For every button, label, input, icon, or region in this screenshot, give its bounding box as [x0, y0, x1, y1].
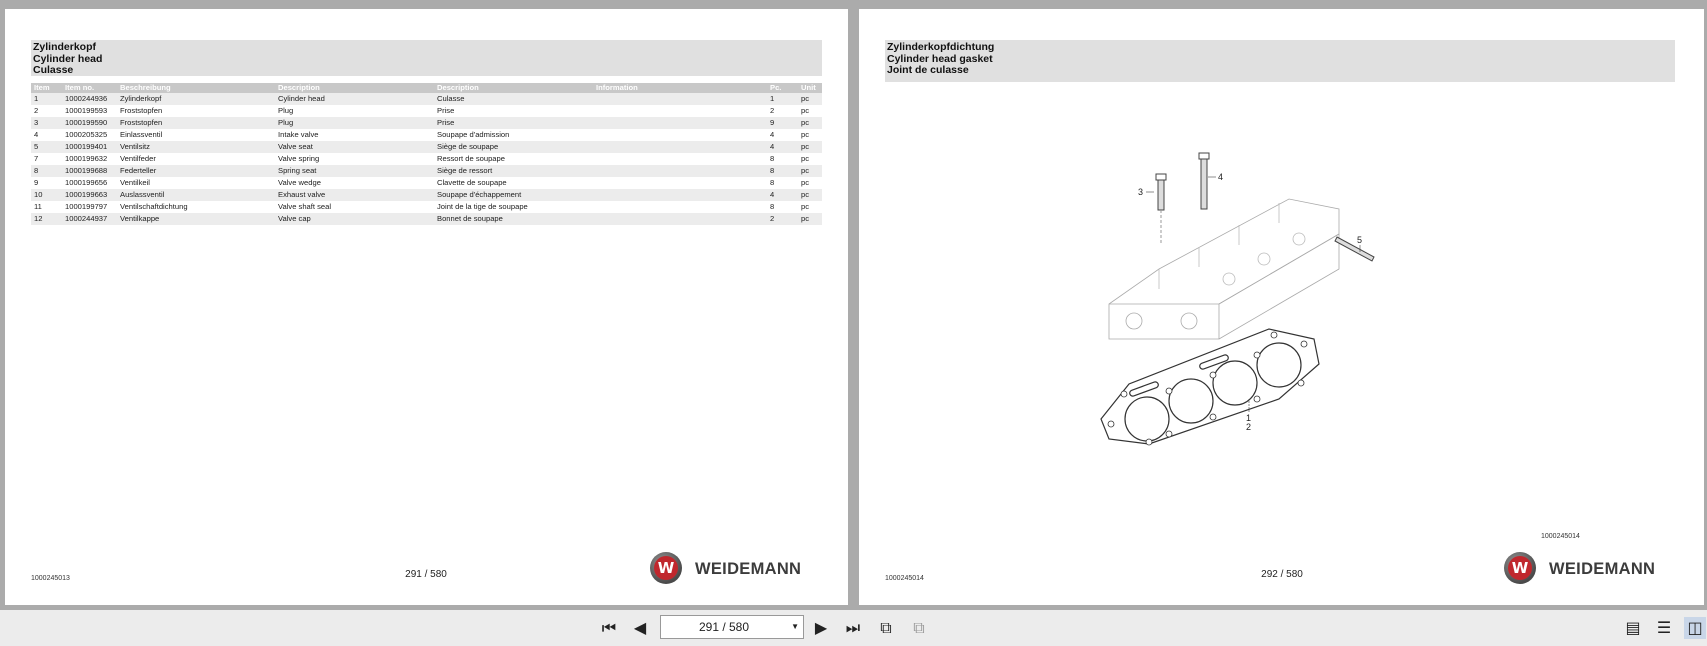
table-cell: Soupape d'admission: [437, 130, 510, 139]
table-cell: Ventilfeder: [120, 154, 156, 163]
table-cell: [593, 129, 767, 141]
weidemann-logo: [1496, 552, 1676, 588]
table-cell: Intake valve: [278, 130, 319, 139]
doc-id: 1000245014: [885, 575, 924, 582]
table-cell: 1000199593: [65, 106, 108, 115]
chevron-down-icon: ▼: [791, 622, 799, 631]
table-cell: [593, 141, 767, 153]
column-header: Unit: [798, 83, 822, 93]
table-cell: 1000205325: [65, 130, 108, 139]
table-cell: Auslassventil: [117, 189, 275, 201]
table-cell: 12: [31, 213, 62, 225]
table-cell: 1000199401: [62, 141, 117, 153]
table-cell: pc: [798, 117, 822, 129]
brand-name: WEIDEMANN: [695, 560, 802, 578]
table-row: [31, 141, 822, 153]
table-cell: 1000244937: [62, 213, 117, 225]
forward-view-icon[interactable]: ⧉: [913, 618, 925, 637]
column-header: Item no.: [62, 83, 117, 93]
table-row: [31, 177, 822, 189]
table-cell: [593, 213, 767, 225]
table-cell: Siège de ressort: [434, 165, 593, 177]
title-fr: Culasse: [33, 64, 74, 76]
title-de: Zylinderkopfdichtung: [887, 41, 995, 53]
column-header: Description: [275, 83, 434, 93]
column-header: Beschreibung: [117, 83, 275, 93]
table-cell: Prise: [437, 106, 455, 115]
table-cell: [593, 105, 767, 117]
table-cell: Einlassventil: [120, 130, 163, 139]
two-page-view-icon[interactable]: ◫: [1684, 617, 1706, 639]
table-cell: 5: [31, 141, 62, 153]
table-cell: Ventilkappe: [117, 213, 275, 225]
table-cell: [593, 93, 767, 105]
table-cell: 4: [767, 189, 798, 201]
title-de: Zylinderkopf: [33, 41, 97, 53]
table-cell: Culasse: [434, 93, 593, 105]
callout-5: 5: [1357, 235, 1363, 245]
left-page: [5, 9, 848, 605]
column-header: Item: [31, 83, 62, 93]
table-cell: Prise: [434, 117, 593, 129]
table-cell: 3: [31, 117, 62, 129]
table-cell: Soupape d'échappement: [434, 189, 593, 201]
single-page-view-icon[interactable]: ▤: [1625, 618, 1641, 637]
table-cell: 1000199688: [62, 165, 117, 177]
table-cell: 9: [34, 178, 39, 187]
table-cell: Ressort de soupape: [437, 154, 505, 163]
column-header: Information: [593, 83, 767, 93]
table-cell: pc: [798, 189, 822, 201]
table-cell: Ventilsitz: [117, 141, 275, 153]
table-cell: Spring seat: [275, 165, 434, 177]
drawing-id: 1000245014: [1541, 533, 1580, 540]
table-cell: Siège de soupape: [434, 141, 593, 153]
table-cell: 1: [31, 93, 62, 105]
table-cell: pc: [801, 202, 810, 211]
right-title-box: [885, 40, 1675, 82]
table-row: [31, 189, 822, 201]
column-header: Description: [434, 83, 593, 93]
table-row: [31, 153, 822, 165]
table-cell: pc: [801, 130, 810, 139]
callout-3: 3: [1138, 187, 1144, 197]
continuous-view-icon[interactable]: ☰: [1656, 618, 1672, 637]
table-cell: 1000199590: [62, 117, 117, 129]
table-row: [31, 165, 822, 177]
table-cell: pc: [801, 178, 810, 187]
table-cell: Bonnet de soupape: [434, 213, 593, 225]
table-cell: pc: [798, 141, 822, 153]
table-cell: [593, 189, 767, 201]
table-row: [31, 129, 822, 141]
table-cell: Clavette de soupape: [437, 178, 507, 187]
table-cell: Joint de la tige de soupape: [437, 202, 528, 211]
page-number: 292 / 580: [1261, 569, 1303, 580]
table-cell: Valve wedge: [278, 178, 321, 187]
table-cell: pc: [798, 165, 822, 177]
table-cell: 1000199797: [65, 202, 108, 211]
weidemann-logo: [642, 552, 822, 588]
table-cell: 4: [34, 130, 39, 139]
table-row: [31, 105, 822, 117]
table-cell: 1000244936: [62, 93, 117, 105]
weidemann-mark-icon: W: [650, 552, 682, 584]
table-cell: Plug: [278, 106, 294, 115]
doc-id: 1000245013: [31, 575, 70, 582]
table-cell: pc: [801, 106, 810, 115]
table-row: [31, 93, 822, 105]
table-cell: 8: [770, 154, 775, 163]
prev-page-icon[interactable]: ◀: [633, 618, 647, 637]
table-cell: Ventilkeil: [120, 178, 150, 187]
parts-table-body: [31, 93, 822, 225]
table-cell: 9: [767, 117, 798, 129]
table-cell: Cylinder head: [275, 93, 434, 105]
table-cell: 11: [34, 202, 42, 211]
table-cell: pc: [798, 93, 822, 105]
table-cell: [593, 117, 767, 129]
weidemann-mark-icon: W: [1504, 552, 1536, 584]
first-page-icon[interactable]: ⏮: [601, 618, 617, 637]
table-cell: pc: [798, 213, 822, 225]
table-cell: 7: [34, 154, 39, 163]
table-cell: Froststopfen: [120, 106, 163, 115]
callout-2: 2: [1246, 422, 1252, 432]
title-en: Cylinder head gasket: [887, 52, 993, 65]
table-cell: Valve spring: [278, 154, 320, 163]
back-view-icon[interactable]: ⧉: [880, 618, 892, 637]
table-cell: 2: [34, 106, 39, 115]
table-cell: Plug: [275, 117, 434, 129]
page-select-value: 291 / 580: [698, 620, 750, 634]
left-title-box: [31, 40, 822, 76]
table-cell: 2: [767, 213, 798, 225]
table-cell: 1: [767, 93, 798, 105]
table-cell: 2: [770, 106, 775, 115]
next-page-icon[interactable]: ▶: [814, 618, 828, 637]
table-cell: 10: [31, 189, 62, 201]
table-cell: 8: [767, 165, 798, 177]
table-cell: Exhaust valve: [275, 189, 434, 201]
parts-table-header: [31, 83, 822, 93]
table-cell: 1000199663: [62, 189, 117, 201]
table-row: [31, 117, 822, 129]
title-fr: Joint de culasse: [887, 64, 969, 76]
last-page-icon[interactable]: ⏭: [845, 618, 861, 637]
callout-4: 4: [1218, 172, 1224, 182]
parts-table: [31, 83, 822, 225]
table-cell: Valve cap: [275, 213, 434, 225]
table-row: [31, 201, 822, 213]
table-cell: 4: [770, 130, 775, 139]
cylinder-head-gasket-drawing: [1089, 139, 1429, 509]
table-cell: 8: [770, 178, 775, 187]
page-number: 291 / 580: [405, 569, 447, 580]
right-page: [859, 9, 1704, 605]
table-cell: 4: [767, 141, 798, 153]
table-cell: Federteller: [117, 165, 275, 177]
table-cell: 1000199656: [65, 178, 108, 187]
table-cell: Zylinderkopf: [117, 93, 275, 105]
callout-1: 1: [1246, 413, 1252, 423]
table-cell: 1000199632: [65, 154, 108, 163]
viewer-toolbar: [0, 610, 1707, 646]
table-cell: [593, 177, 767, 189]
table-cell: Valve shaft seal: [278, 202, 332, 211]
table-row: [31, 213, 822, 225]
page-select[interactable]: [660, 615, 804, 639]
table-cell: [593, 165, 767, 177]
title-en: Cylinder head: [33, 52, 103, 65]
table-cell: Froststopfen: [117, 117, 275, 129]
table-cell: Ventilschaftdichtung: [120, 202, 188, 211]
table-cell: [593, 153, 767, 165]
table-cell: Valve seat: [275, 141, 434, 153]
brand-name: WEIDEMANN: [1549, 560, 1656, 578]
table-cell: 8: [770, 202, 775, 211]
table-cell: [593, 201, 767, 213]
table-cell: pc: [801, 154, 810, 163]
table-cell: 8: [31, 165, 62, 177]
column-header: Pc.: [767, 83, 798, 93]
